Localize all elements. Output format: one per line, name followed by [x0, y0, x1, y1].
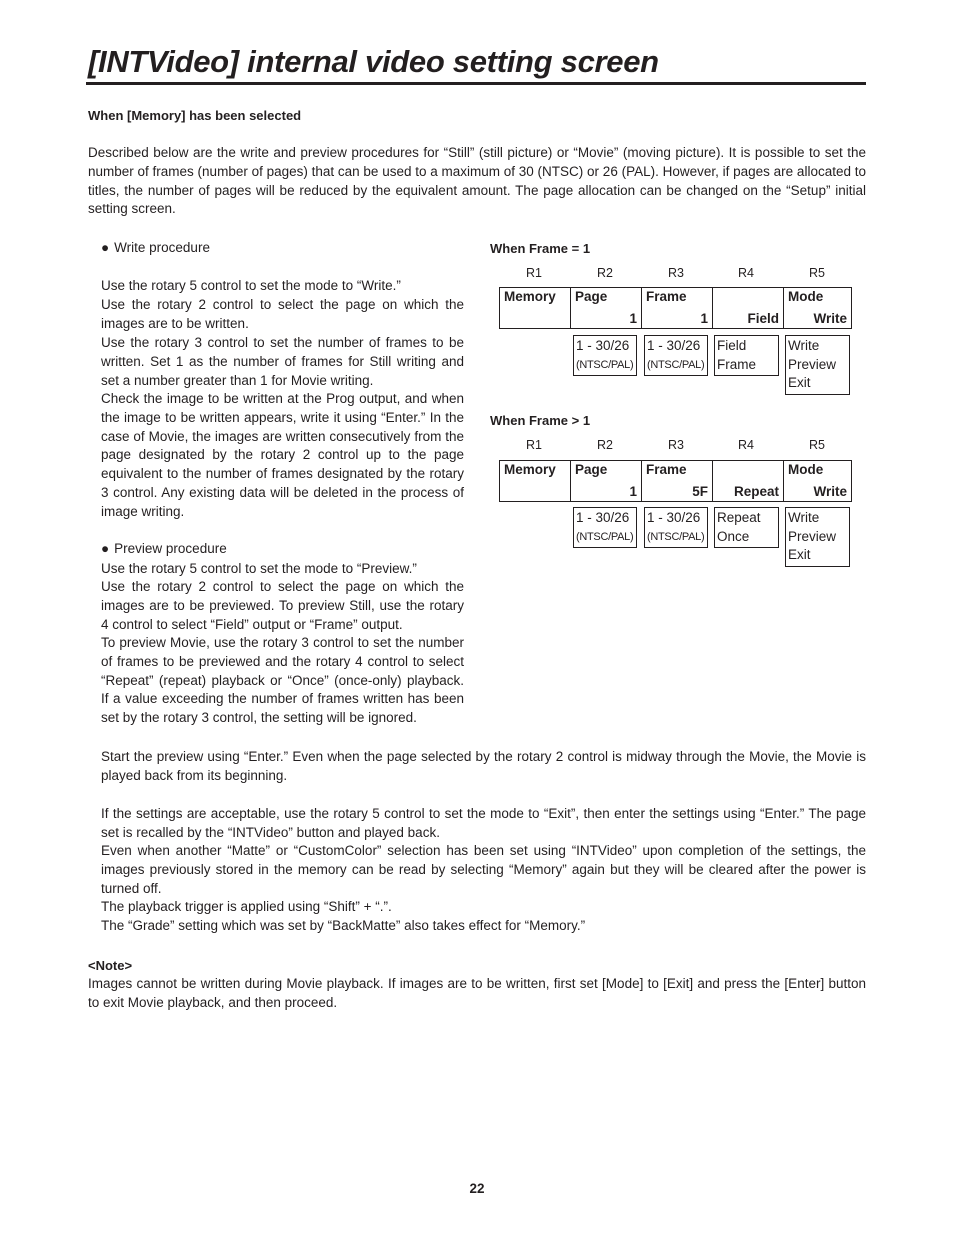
rotary-label: R2: [597, 266, 613, 280]
cell-r2: Page 1: [575, 462, 637, 499]
page-title: [INTVideo] internal video setting screen: [88, 44, 659, 79]
options-r2: 1 - 30/26 (NTSC/PAL): [573, 507, 637, 548]
write-line: Use the rotary 2 control to select the page on which the images are to be written.: [101, 297, 464, 331]
note-heading: <Note>: [88, 958, 133, 973]
write-line: Use the rotary 3 control to set the number of frames to be written. Set 1 as the number of frames for Still writing and set a number greater than 1 for Movie writing.: [101, 335, 464, 388]
write-heading-label: Write procedure: [114, 240, 210, 255]
page-number: 22: [469, 1181, 485, 1196]
cell-r4: Field: [747, 311, 779, 326]
cell-r4: Repeat: [733, 484, 779, 499]
cell-r1: Memory: [504, 289, 556, 304]
rotary-label: R1: [526, 438, 542, 452]
section-heading: When [Memory] has been selected: [88, 108, 302, 123]
cell-r3: Frame 1: [646, 289, 708, 326]
write-heading: [101, 240, 210, 255]
preview-line: Use the rotary 5 control to set the mode to “Preview.”: [101, 561, 417, 576]
rotary-label: R1: [526, 266, 542, 280]
after-line: The “Grade” setting which was set by “BackMatte” also takes effect for “Memory.”: [101, 918, 586, 933]
preview-line: Use the rotary 2 control to select the page on which the images are to be previewed. To preview Still, use the rotary 4 control to select “Field” output or “Frame” output.: [101, 579, 464, 632]
options-r5: Write Preview Exit: [785, 335, 850, 395]
rotary-label: R5: [809, 266, 825, 280]
table-heading: When Frame = 1: [490, 241, 591, 256]
bullet-icon: ●: [101, 541, 110, 556]
note-text: Images cannot be written during Movie playback. If images are to be written, first set [Mode] to [Exit] and press the [Enter] button to exit Movie playback, and then proceed.: [88, 976, 866, 1010]
options-r3: 1 - 30/26 (NTSC/PAL): [644, 507, 708, 548]
cell-r5: Mode Write: [788, 289, 847, 326]
cell-r3: Frame 5F: [646, 462, 708, 499]
options-r2: 1 - 30/26 (NTSC/PAL): [573, 335, 637, 376]
title-rule: [86, 82, 866, 85]
rotary-label: R3: [668, 266, 684, 280]
cell-r1: Memory: [504, 462, 556, 477]
cell-r5: Mode Write: [788, 462, 847, 499]
after-line: Even when another “Matte” or “CustomColor” selection has been set using “INTVideo” upon completion of the settings, the images previously stored in the memory can be read by selecting “Memory” again but they will be cleared after the power is turned off.: [101, 843, 866, 896]
rotary-label: R4: [738, 266, 754, 280]
rotary-label: R5: [809, 438, 825, 452]
options-r3: 1 - 30/26 (NTSC/PAL): [644, 335, 708, 376]
preview-line: To preview Movie, use the rotary 3 control to set the number of frames to be previewed and the rotary 4 control to select “Repeat” (repeat) playback or “Once” (once-only) playback. If a value exceeding the number of frames written has been set by the rotary 3 control, the setting will be ignored.: [101, 635, 464, 726]
write-line: Use the rotary 5 control to set the mode to “Write.”: [101, 278, 401, 293]
after-line: The playback trigger is applied using “Shift” + “.”.: [101, 899, 392, 914]
settings-bar: [499, 287, 852, 329]
rotary-label: R4: [738, 438, 754, 452]
options-r4: Field Frame: [714, 335, 779, 376]
preview-heading: [101, 541, 227, 556]
rotary-label: R3: [668, 438, 684, 452]
options-r4: Repeat Once: [714, 507, 779, 548]
table-heading: When Frame > 1: [490, 413, 591, 428]
rotary-label: R2: [597, 438, 613, 452]
preview-heading-label: Preview procedure: [114, 541, 227, 556]
after-line: If the settings are acceptable, use the rotary 5 control to set the mode to “Exit”, then enter the settings using “Enter.” The page set is recalled by the “INTVideo” button and played back.: [101, 806, 866, 840]
cell-r2: Page 1: [575, 289, 637, 326]
intro-paragraph: Described below are the write and preview procedures for “Still” (still picture) or “Movie” (moving picture). It is possible to set the number of frames (number of pages) that can be used to a maximum of 30 (NTSC) or 26 (PAL). However, if pages are allocated to titles, the number of pages will be reduced by the equivalent amount. The page allocation can be changed on the “Setup” initial setting screen.: [88, 145, 866, 217]
preview-continuation: Start the preview using “Enter.” Even when the page selected by the rotary 2 control is midway through the Movie, the Movie is played back from its beginning.: [101, 749, 866, 783]
write-line: Check the image to be written at the Prog output, and when the image to be written appears, write it using “Enter.” In the case of Movie, the images are written consecutively from the page designated by the rotary 2 control up to the page equivalent to the number of frames designated by the rotary 3 control. Any existing data will be deleted in the process of image writing.: [101, 391, 464, 519]
settings-bar: [499, 460, 852, 502]
bullet-icon: ●: [101, 240, 110, 255]
options-r5: Write Preview Exit: [785, 507, 850, 567]
